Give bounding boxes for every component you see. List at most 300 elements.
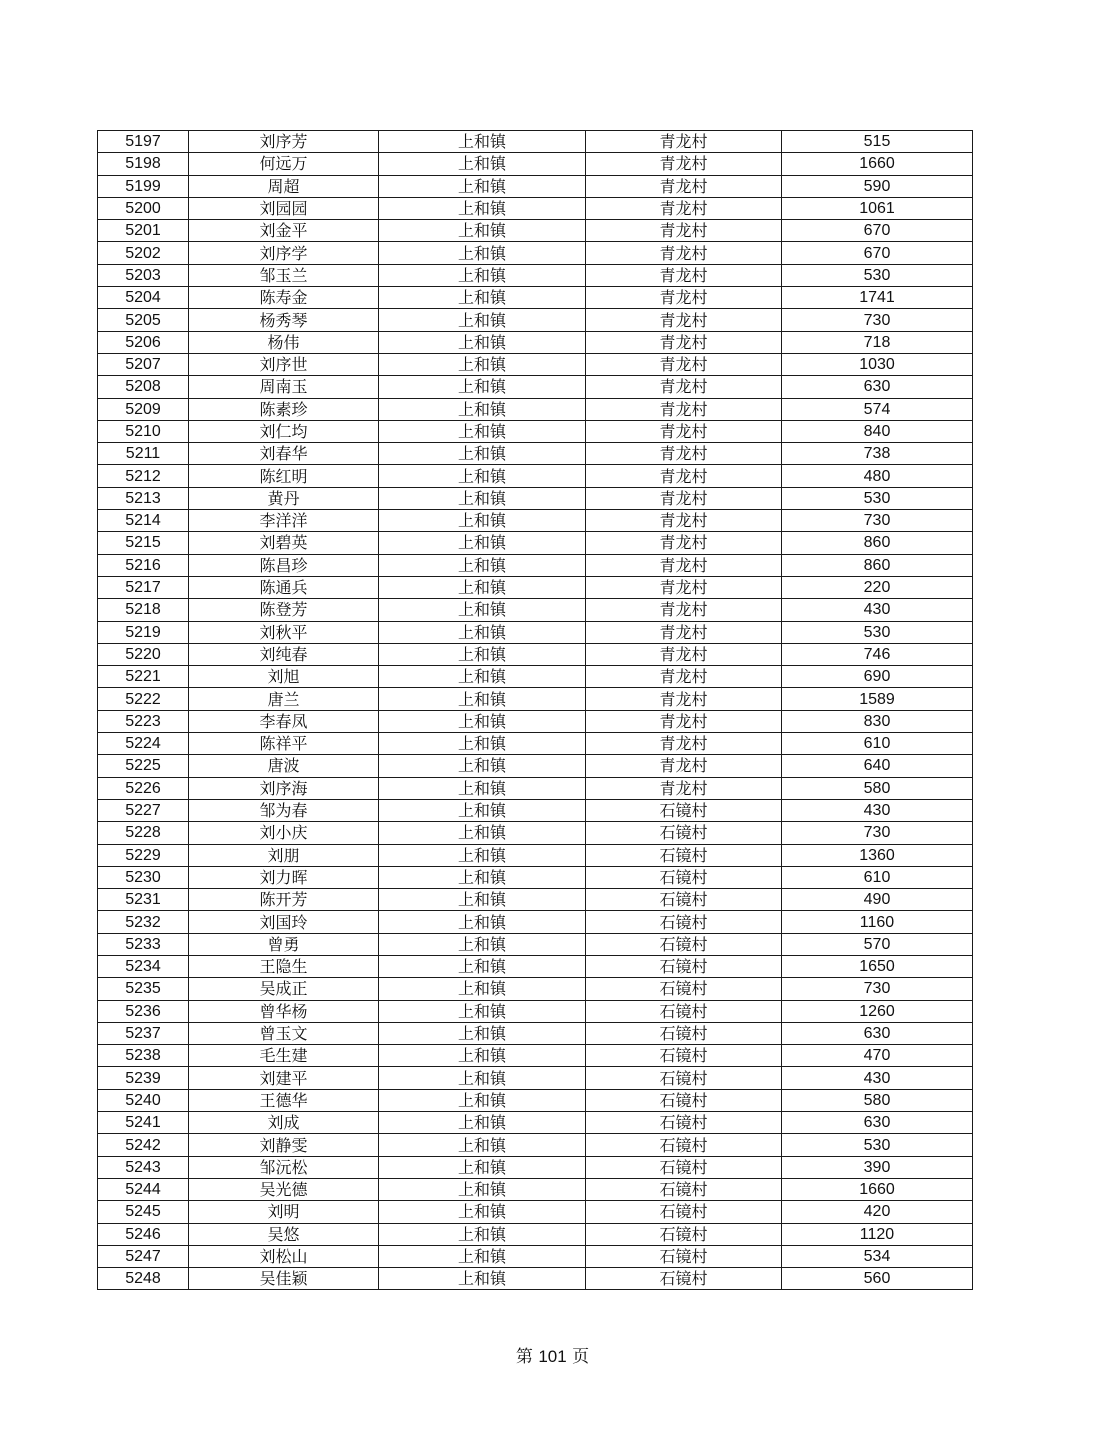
name-cell: 刘小庆: [189, 822, 379, 844]
town-cell: 上和镇: [379, 955, 586, 977]
village-cell: 石镜村: [586, 1268, 782, 1290]
name-cell: 刘秋平: [189, 621, 379, 643]
town-cell: 上和镇: [379, 264, 586, 286]
village-cell: 青龙村: [586, 287, 782, 309]
page-footer: [0, 1342, 1105, 1367]
amount-cell: 430: [782, 1067, 973, 1089]
village-cell: 青龙村: [586, 398, 782, 420]
amount-cell: 1589: [782, 688, 973, 710]
table-row: [98, 510, 973, 532]
town-cell: 上和镇: [379, 1089, 586, 1111]
name-cell: 邹为春: [189, 799, 379, 821]
village-cell: 石镜村: [586, 978, 782, 1000]
town-cell: 上和镇: [379, 1201, 586, 1223]
town-cell: 上和镇: [379, 799, 586, 821]
town-cell: 上和镇: [379, 933, 586, 955]
row-id-cell: 5223: [98, 710, 189, 732]
table-row: [98, 1112, 973, 1134]
town-cell: 上和镇: [379, 1045, 586, 1067]
village-cell: 石镜村: [586, 822, 782, 844]
name-cell: 刘建平: [189, 1067, 379, 1089]
town-cell: 上和镇: [379, 1268, 586, 1290]
amount-cell: 718: [782, 331, 973, 353]
amount-cell: 640: [782, 755, 973, 777]
amount-cell: 490: [782, 889, 973, 911]
town-cell: 上和镇: [379, 866, 586, 888]
row-id-cell: 5232: [98, 911, 189, 933]
village-cell: 青龙村: [586, 220, 782, 242]
row-id-cell: 5220: [98, 643, 189, 665]
row-id-cell: 5234: [98, 955, 189, 977]
name-cell: 吴光德: [189, 1178, 379, 1200]
town-cell: 上和镇: [379, 643, 586, 665]
village-cell: 青龙村: [586, 576, 782, 598]
row-id-cell: 5209: [98, 398, 189, 420]
amount-cell: 630: [782, 1112, 973, 1134]
amount-cell: 560: [782, 1268, 973, 1290]
data-table: [97, 130, 973, 1290]
table-row: [98, 131, 973, 153]
amount-cell: 430: [782, 799, 973, 821]
amount-cell: 530: [782, 487, 973, 509]
row-id-cell: 5247: [98, 1245, 189, 1267]
town-cell: 上和镇: [379, 777, 586, 799]
table-row: [98, 1223, 973, 1245]
village-cell: 青龙村: [586, 264, 782, 286]
row-id-cell: 5229: [98, 844, 189, 866]
row-id-cell: 5230: [98, 866, 189, 888]
table-row: [98, 532, 973, 554]
village-cell: 石镜村: [586, 1000, 782, 1022]
village-cell: 青龙村: [586, 175, 782, 197]
amount-cell: 390: [782, 1156, 973, 1178]
table-row: [98, 197, 973, 219]
row-id-cell: 5242: [98, 1134, 189, 1156]
amount-cell: 860: [782, 532, 973, 554]
amount-cell: 1660: [782, 1178, 973, 1200]
row-id-cell: 5211: [98, 443, 189, 465]
name-cell: 毛生建: [189, 1045, 379, 1067]
table-row: [98, 264, 973, 286]
name-cell: 陈通兵: [189, 576, 379, 598]
amount-cell: 480: [782, 465, 973, 487]
town-cell: 上和镇: [379, 153, 586, 175]
table-row: [98, 376, 973, 398]
town-cell: 上和镇: [379, 1156, 586, 1178]
name-cell: 曾勇: [189, 933, 379, 955]
name-cell: 杨伟: [189, 331, 379, 353]
village-cell: 青龙村: [586, 532, 782, 554]
table-row: [98, 1178, 973, 1200]
table-row: [98, 1067, 973, 1089]
table-row: [98, 1000, 973, 1022]
name-cell: 李洋洋: [189, 510, 379, 532]
table-row: [98, 643, 973, 665]
name-cell: 王德华: [189, 1089, 379, 1111]
town-cell: 上和镇: [379, 220, 586, 242]
town-cell: 上和镇: [379, 911, 586, 933]
table-row: [98, 755, 973, 777]
name-cell: 陈开芳: [189, 889, 379, 911]
village-cell: 青龙村: [586, 153, 782, 175]
village-cell: 石镜村: [586, 933, 782, 955]
table-row: [98, 487, 973, 509]
village-cell: 青龙村: [586, 420, 782, 442]
name-cell: 刘松山: [189, 1245, 379, 1267]
name-cell: 刘序世: [189, 353, 379, 375]
row-id-cell: 5213: [98, 487, 189, 509]
village-cell: 青龙村: [586, 777, 782, 799]
amount-cell: 1650: [782, 955, 973, 977]
row-id-cell: 5228: [98, 822, 189, 844]
row-id-cell: 5210: [98, 420, 189, 442]
amount-cell: 470: [782, 1045, 973, 1067]
town-cell: 上和镇: [379, 1223, 586, 1245]
table-row: [98, 242, 973, 264]
village-cell: 青龙村: [586, 309, 782, 331]
table-row: [98, 844, 973, 866]
amount-cell: 530: [782, 621, 973, 643]
table-row: [98, 220, 973, 242]
town-cell: 上和镇: [379, 1112, 586, 1134]
amount-cell: 534: [782, 1245, 973, 1267]
name-cell: 陈祥平: [189, 733, 379, 755]
village-cell: 石镜村: [586, 799, 782, 821]
table-row: [98, 799, 973, 821]
row-id-cell: 5199: [98, 175, 189, 197]
town-cell: 上和镇: [379, 666, 586, 688]
row-id-cell: 5201: [98, 220, 189, 242]
town-cell: 上和镇: [379, 175, 586, 197]
town-cell: 上和镇: [379, 822, 586, 844]
town-cell: 上和镇: [379, 197, 586, 219]
table-row: [98, 554, 973, 576]
row-id-cell: 5206: [98, 331, 189, 353]
row-id-cell: 5216: [98, 554, 189, 576]
row-id-cell: 5235: [98, 978, 189, 1000]
name-cell: 刘成: [189, 1112, 379, 1134]
village-cell: 石镜村: [586, 1178, 782, 1200]
table-row: [98, 688, 973, 710]
amount-cell: 630: [782, 376, 973, 398]
village-cell: 青龙村: [586, 443, 782, 465]
town-cell: 上和镇: [379, 131, 586, 153]
table-row: [98, 1245, 973, 1267]
amount-cell: 580: [782, 1089, 973, 1111]
row-id-cell: 5245: [98, 1201, 189, 1223]
amount-cell: 530: [782, 264, 973, 286]
village-cell: 石镜村: [586, 1045, 782, 1067]
town-cell: 上和镇: [379, 1022, 586, 1044]
row-id-cell: 5243: [98, 1156, 189, 1178]
amount-cell: 1030: [782, 353, 973, 375]
name-cell: 刘春华: [189, 443, 379, 465]
row-id-cell: 5207: [98, 353, 189, 375]
name-cell: 刘碧英: [189, 532, 379, 554]
table-row: [98, 153, 973, 175]
name-cell: 邹沅松: [189, 1156, 379, 1178]
name-cell: 曾玉文: [189, 1022, 379, 1044]
town-cell: 上和镇: [379, 309, 586, 331]
name-cell: 刘朋: [189, 844, 379, 866]
town-cell: 上和镇: [379, 889, 586, 911]
town-cell: 上和镇: [379, 1178, 586, 1200]
name-cell: 周南玉: [189, 376, 379, 398]
row-id-cell: 5221: [98, 666, 189, 688]
village-cell: 石镜村: [586, 1245, 782, 1267]
town-cell: 上和镇: [379, 1134, 586, 1156]
row-id-cell: 5202: [98, 242, 189, 264]
name-cell: 刘纯春: [189, 643, 379, 665]
amount-cell: 670: [782, 242, 973, 264]
village-cell: 青龙村: [586, 331, 782, 353]
town-cell: 上和镇: [379, 621, 586, 643]
town-cell: 上和镇: [379, 1000, 586, 1022]
village-cell: 石镜村: [586, 955, 782, 977]
amount-cell: 1120: [782, 1223, 973, 1245]
table-row: [98, 353, 973, 375]
name-cell: 曾华杨: [189, 1000, 379, 1022]
amount-cell: 515: [782, 131, 973, 153]
town-cell: 上和镇: [379, 1245, 586, 1267]
amount-cell: 1061: [782, 197, 973, 219]
amount-cell: 570: [782, 933, 973, 955]
amount-cell: 530: [782, 1134, 973, 1156]
town-cell: 上和镇: [379, 710, 586, 732]
name-cell: 刘仁均: [189, 420, 379, 442]
row-id-cell: 5241: [98, 1112, 189, 1134]
town-cell: 上和镇: [379, 443, 586, 465]
row-id-cell: 5225: [98, 755, 189, 777]
table-row: [98, 1134, 973, 1156]
row-id-cell: 5236: [98, 1000, 189, 1022]
village-cell: 青龙村: [586, 376, 782, 398]
town-cell: 上和镇: [379, 755, 586, 777]
town-cell: 上和镇: [379, 287, 586, 309]
row-id-cell: 5222: [98, 688, 189, 710]
table-row: [98, 621, 973, 643]
row-id-cell: 5197: [98, 131, 189, 153]
table-row: [98, 331, 973, 353]
town-cell: 上和镇: [379, 532, 586, 554]
table-row: [98, 576, 973, 598]
table-row: [98, 1045, 973, 1067]
table-row: [98, 443, 973, 465]
village-cell: 青龙村: [586, 197, 782, 219]
row-id-cell: 5231: [98, 889, 189, 911]
town-cell: 上和镇: [379, 242, 586, 264]
table-row: [98, 420, 973, 442]
name-cell: 吴成正: [189, 978, 379, 1000]
amount-cell: 1360: [782, 844, 973, 866]
amount-cell: 420: [782, 1201, 973, 1223]
town-cell: 上和镇: [379, 554, 586, 576]
town-cell: 上和镇: [379, 487, 586, 509]
town-cell: 上和镇: [379, 398, 586, 420]
town-cell: 上和镇: [379, 733, 586, 755]
village-cell: 青龙村: [586, 666, 782, 688]
town-cell: 上和镇: [379, 576, 586, 598]
town-cell: 上和镇: [379, 978, 586, 1000]
amount-cell: 860: [782, 554, 973, 576]
amount-cell: 630: [782, 1022, 973, 1044]
village-cell: 石镜村: [586, 1022, 782, 1044]
table-row: [98, 978, 973, 1000]
page-footer-prefix: 第: [515, 1347, 533, 1367]
name-cell: 刘园园: [189, 197, 379, 219]
row-id-cell: 5205: [98, 309, 189, 331]
name-cell: 刘序学: [189, 242, 379, 264]
village-cell: 青龙村: [586, 242, 782, 264]
village-cell: 石镜村: [586, 911, 782, 933]
row-id-cell: 5217: [98, 576, 189, 598]
table-row: [98, 733, 973, 755]
village-cell: 青龙村: [586, 621, 782, 643]
row-id-cell: 5227: [98, 799, 189, 821]
name-cell: 陈素珍: [189, 398, 379, 420]
page-footer-suffix: 页: [572, 1347, 590, 1367]
table-row: [98, 398, 973, 420]
amount-cell: 1660: [782, 153, 973, 175]
village-cell: 青龙村: [586, 755, 782, 777]
village-cell: 青龙村: [586, 510, 782, 532]
village-cell: 石镜村: [586, 1201, 782, 1223]
name-cell: 陈昌珍: [189, 554, 379, 576]
village-cell: 青龙村: [586, 643, 782, 665]
amount-cell: 590: [782, 175, 973, 197]
table-row: [98, 599, 973, 621]
name-cell: 王隐生: [189, 955, 379, 977]
table-row: [98, 866, 973, 888]
amount-cell: 738: [782, 443, 973, 465]
row-id-cell: 5240: [98, 1089, 189, 1111]
table-row: [98, 1268, 973, 1290]
amount-cell: 1260: [782, 1000, 973, 1022]
amount-cell: 430: [782, 599, 973, 621]
village-cell: 石镜村: [586, 1067, 782, 1089]
town-cell: 上和镇: [379, 376, 586, 398]
table-body: [98, 131, 973, 1290]
town-cell: 上和镇: [379, 844, 586, 866]
amount-cell: 730: [782, 309, 973, 331]
table-row: [98, 889, 973, 911]
name-cell: 唐波: [189, 755, 379, 777]
amount-cell: 840: [782, 420, 973, 442]
name-cell: 周超: [189, 175, 379, 197]
village-cell: 青龙村: [586, 599, 782, 621]
table-row: [98, 309, 973, 331]
table-row: [98, 1201, 973, 1223]
row-id-cell: 5214: [98, 510, 189, 532]
name-cell: 黄丹: [189, 487, 379, 509]
amount-cell: 220: [782, 576, 973, 598]
row-id-cell: 5238: [98, 1045, 189, 1067]
row-id-cell: 5203: [98, 264, 189, 286]
village-cell: 青龙村: [586, 465, 782, 487]
table-row: [98, 465, 973, 487]
row-id-cell: 5239: [98, 1067, 189, 1089]
name-cell: 刘序芳: [189, 131, 379, 153]
name-cell: 刘金平: [189, 220, 379, 242]
amount-cell: 730: [782, 822, 973, 844]
town-cell: 上和镇: [379, 599, 586, 621]
table-row: [98, 666, 973, 688]
amount-cell: 670: [782, 220, 973, 242]
table-row: [98, 933, 973, 955]
row-id-cell: 5233: [98, 933, 189, 955]
town-cell: 上和镇: [379, 353, 586, 375]
row-id-cell: 5248: [98, 1268, 189, 1290]
amount-cell: 690: [782, 666, 973, 688]
village-cell: 石镜村: [586, 1112, 782, 1134]
row-id-cell: 5198: [98, 153, 189, 175]
village-cell: 青龙村: [586, 688, 782, 710]
page-number: 101: [538, 1347, 567, 1366]
table-row: [98, 710, 973, 732]
village-cell: 石镜村: [586, 1223, 782, 1245]
table-row: [98, 1089, 973, 1111]
village-cell: 石镜村: [586, 866, 782, 888]
town-cell: 上和镇: [379, 1067, 586, 1089]
table-row: [98, 955, 973, 977]
name-cell: 刘序海: [189, 777, 379, 799]
table-row: [98, 822, 973, 844]
village-cell: 青龙村: [586, 710, 782, 732]
amount-cell: 746: [782, 643, 973, 665]
amount-cell: 610: [782, 733, 973, 755]
village-cell: 青龙村: [586, 131, 782, 153]
name-cell: 刘力晖: [189, 866, 379, 888]
row-id-cell: 5237: [98, 1022, 189, 1044]
amount-cell: 730: [782, 978, 973, 1000]
table-row: [98, 287, 973, 309]
village-cell: 青龙村: [586, 554, 782, 576]
amount-cell: 610: [782, 866, 973, 888]
village-cell: 石镜村: [586, 844, 782, 866]
table-row: [98, 175, 973, 197]
name-cell: 唐兰: [189, 688, 379, 710]
village-cell: 石镜村: [586, 1134, 782, 1156]
town-cell: 上和镇: [379, 510, 586, 532]
village-cell: 青龙村: [586, 487, 782, 509]
row-id-cell: 5246: [98, 1223, 189, 1245]
row-id-cell: 5244: [98, 1178, 189, 1200]
name-cell: 李春凤: [189, 710, 379, 732]
table-row: [98, 911, 973, 933]
row-id-cell: 5208: [98, 376, 189, 398]
name-cell: 吴佳颖: [189, 1268, 379, 1290]
name-cell: 刘国玲: [189, 911, 379, 933]
row-id-cell: 5226: [98, 777, 189, 799]
row-id-cell: 5204: [98, 287, 189, 309]
amount-cell: 574: [782, 398, 973, 420]
row-id-cell: 5200: [98, 197, 189, 219]
amount-cell: 1160: [782, 911, 973, 933]
name-cell: 吴悠: [189, 1223, 379, 1245]
row-id-cell: 5212: [98, 465, 189, 487]
row-id-cell: 5219: [98, 621, 189, 643]
amount-cell: 1741: [782, 287, 973, 309]
village-cell: 青龙村: [586, 353, 782, 375]
village-cell: 青龙村: [586, 733, 782, 755]
amount-cell: 830: [782, 710, 973, 732]
row-id-cell: 5215: [98, 532, 189, 554]
amount-cell: 580: [782, 777, 973, 799]
name-cell: 陈寿金: [189, 287, 379, 309]
name-cell: 刘旭: [189, 666, 379, 688]
name-cell: 刘静雯: [189, 1134, 379, 1156]
name-cell: 刘明: [189, 1201, 379, 1223]
